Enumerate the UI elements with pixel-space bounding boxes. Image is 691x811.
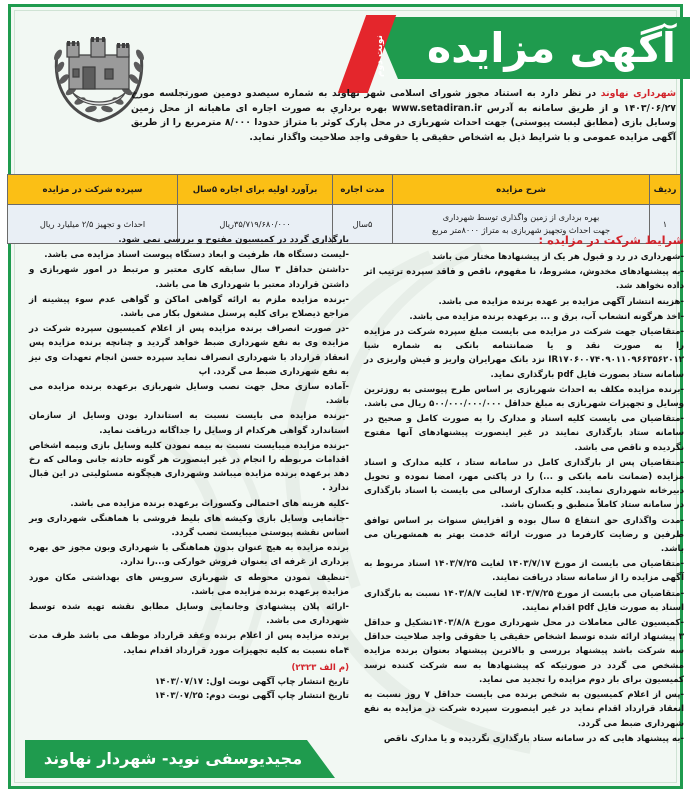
clause-item: -برنده مزایده مکلف به احداث شهربازی بر اساس طرح پیوستی به روزترین وسایل و تجهیزات شهربازی به مبلغ حداقل ۵۰۰/۰۰۰/۰۰۰/۰۰۰ ریال می باشد. <box>364 384 684 410</box>
intro-line-1: در نظر دارد به استناد مجوز شورای اسلامی شهر نهاوند به شماره سیصدو دومین صورتجلسه مورخ ۱۴۰۳/۰۶/۲۷ و از <box>131 88 676 114</box>
td-duration: ۵سال <box>333 205 393 244</box>
clause-item: -اخذ هرگونه انشعاب آب، برق و ... برعهده برنده مزایده می باشد. <box>409 311 684 322</box>
intro-line-2a: طریق سامانه به آدرس <box>481 102 595 114</box>
clause-item: -پس از اعلام کمیسیون به شخص برنده می بایست حداقل ۷ روز نسبت به انعقاد قرارداد اقدام نماید در غیر اینصورت سپرده شرکت در مزایده به نفع شهرداری ضبط می گردد. <box>364 690 684 729</box>
clause-item: -کلیه هزینه های احتمالی وکسورات برعهده برنده مزایده می باشد. <box>70 498 349 509</box>
conditions-title: شرایط شرکت در مزایده : <box>538 233 684 247</box>
clause-item: -به پیشنهاد هایی که در سامانه ستاد بارگذاری نگردیده و یا مدارک ناقص <box>383 733 684 744</box>
td-description-line-2: جهت احداث وتجهیز شهربازی به متراژ ۸۰۰۰متر مربع <box>431 225 611 235</box>
clause-item: -هزینه انتشار آگهی مزایده بر عهده برنده مزایده می باشد. <box>438 296 684 307</box>
document-frame <box>8 4 683 789</box>
clause-item: برنده مزایده پس از اعلام برنده وعقد قرارداد موظف می باشد ظرف مدت ۴ماه نسبت به کلیه تجهیزات مورد قرارداد اقدام نماید. <box>29 631 349 656</box>
td-deposit: احداث و تجهیز ۲/۵ میلیارد ریال <box>8 205 178 244</box>
setadiran-url: www.setadiran.ir <box>392 102 482 114</box>
clause-item: -ارائه پلان پیشنهادی وجانمایی وسایل مطابق نقشه تهیه شده توسط شهرداری می باشد. <box>29 602 349 627</box>
clause-item: -متقاضیان می بایست کلیه اسناد و مدارک را به صورت کامل و صحیح در سامانه ستاد بارگذاری نمایند در غیر اینصورت پیشنهادهای آنها مفتوح نگردیده و ناقص می باشد. <box>364 414 684 453</box>
clause-item: -به پیشنهادهای مخدوش، مشروط، نا مفهوم، ناقص و فاقد سپرده ترتیب اثر داده نخواهد شد. <box>364 267 684 292</box>
clause-item: -برنده مزایده میبایست نسبت به بیمه نمودن کلیه وسایل بازی وبیمه اشخاص اقدامات مربوطه را انجام در غیر اینصورت هر گونه حادثه جانی ومالی که رخ دهد برعهده برنده مزایده میباشد وشهرداری هیچگونه مسئولیتی در این قبال ندارد . <box>29 440 349 494</box>
clause-item: -لیست دستگاه ها، ظرفیت و ابعاد دستگاه پیوست اسناد مزایده می باشد. <box>44 250 349 261</box>
conditions-column-right <box>364 233 684 747</box>
th-deposit: سپرده شرکت در مزایده <box>8 175 178 205</box>
clause-item: -جانمایی وسایل بازی وکیشه های بلیط فروشی با هماهنگی شهرداری وبر اساس نقشه پیوستی میبایست نصب گردد. <box>29 513 349 539</box>
publish-date-second: تاریخ انتشار چاپ آگهی نوبت دوم: ۱۴۰۳/۰۷/۲۵ <box>154 690 349 701</box>
clause-item: -داشتن حداقل ۳ سال سابقه کاری معتبر و مرتبط در امور شهربازی و داشتن قرارداد معتبر با شهرداری ها می باشد. <box>29 265 349 290</box>
th-description: شرح مزایده <box>393 175 650 205</box>
clause-item: -شهرداری در رد و قبول هر یک از پیشنهادها مختار می باشد <box>432 252 684 262</box>
th-estimate: برآورد اولیه برای اجاره ۵سال <box>178 175 333 205</box>
signature-label: مجیدیوسفی نوید- شهردار نهاوند <box>43 749 303 768</box>
intro-highlight: شهرداری نهاوند <box>600 88 677 99</box>
intro-paragraph <box>131 87 676 145</box>
td-description-line-1: بهره برداری از زمین واگذاری توسط شهرداری <box>442 212 600 222</box>
th-row: ردیف <box>650 175 681 205</box>
clause-item: -برنده مزایده می بایست نسبت به استاندارد بودن وسایل از سازمان استاندارد گواهی هرکدام از وسایل را جداگانه دریافت نماید. <box>29 411 349 436</box>
clause-item: -متقاضیان می بایست از مورخ ۱۴۰۳/۷/۲۵ لغایت ۱۴۰۳/۸/۷ نسبت به بارگذاری اسناد به صورت فایل pdf اقدام نمایند. <box>364 588 685 613</box>
clause-item: -آماده سازی محل جهت نصب وسایل شهربازی برعهده برنده مزایده می باشد. <box>29 382 349 407</box>
th-duration: مدت اجاره <box>333 175 393 205</box>
clause-item: -متقاضیان جهت شرکت در مزایده می بایست مبلغ سپرده شرکت در مزایده را به صورت نقد و یا ضمانتنامه بانکی به شماره شبا IR۱۷۰۶۰۰۷۴۰۹۰۱۱۰۹۶۶۳۵۶۲۰۱۲ نزد بانک مهرایران واریز و فیش واریزی در سامانه ستاد بصورت فایل pdf بارگذاری نماید. <box>364 327 684 380</box>
td-row-number: ۱ <box>650 205 681 244</box>
clause-item: -متقاضیان می بایست از مورخ ۱۴۰۳/۷/۱۷ لغایت ۱۴۰۳/۷/۲۵ اسناد مربوط به آگهی مزایده را از سامانه ستاد دریافت نمایند. <box>364 559 684 584</box>
clause-item: -برنده مزایده ملزم به ارائه گواهی اماکن و گواهی عدم سوء پیشینه از مراجع ذیصلاح برای کلیه پرسنل مشغول بکار می باشد. <box>29 294 349 320</box>
publish-date-first: تاریخ انتشار چاپ آگهی نوبت اول: ۱۴۰۳/۰۷/۱۷ <box>154 676 349 687</box>
table-header-row <box>8 175 681 205</box>
clause-item: -تنظیف نمودن محوطه ی شهربازی سرویس های بهداشتی مکان مورد مزایده برعهده برنده مزایده می باشد. <box>29 572 349 597</box>
intro-line-2b: بهره برداري به صورت اجاره ای ماهیانه از محل زمین وسایل بازی (مطابق لیست پیوستی) <box>131 102 676 129</box>
reference-code: (م الف ۲۳۲۳) <box>291 662 349 673</box>
conditions-column-left <box>29 233 349 703</box>
round-ribbon-label: نوبت دوم <box>375 35 385 77</box>
conditions-body <box>29 233 684 753</box>
clause-item: -در صورت انصراف برنده مزایده پس از اعلام کمیسیون سپرده شرکت در مزایده وی به نفع شهرداری ضبط خواهد گردید و چنانچه برنده مزایده پس انعقاد قرارداد با شهرداری انصراف نماید سپرده حسن انجام تعهدات وی نیز به نفع شهرداری ضبط می گردد. اپ <box>29 324 349 377</box>
intro-line-4: صلاحیت واگذار نماید. <box>249 131 347 143</box>
page-title: آگهی مزایده <box>427 24 676 72</box>
clause-item: بارگذاری گردد در کمیسیون مفتوح و بررسی نمی شود. <box>118 235 349 245</box>
document-header <box>23 15 690 143</box>
intro-line-3: جهت احداث شهربازی در محل پارک کوثر با متراژ حدودا ۸/۰۰۰ مترمربع را از طریق آگهی مزایده عمومی و با شرایط ذیل به اشخاص حقیقی یا حقوقی واجد <box>131 117 676 143</box>
clause-item: -کمیسیون عالی معاملات در محل شهرداری مورخ ۱۴۰۳/۸/۸تشکیل و حداقل ۳ پیشنهاد ارائه شده توسط اشخاص حقیقی یا حقوقی واجد صلاحیت حداقل سه شرکت باشد پیشنهاد بررسی و بالاترین پیشنهاد بعنوان برنده مزایده مشخص می گردد در صورتیکه که پیشنهادها به سه شرکت کننده نرسد کمیسیون برای بار دوم مزایده را تجدید می نماید. <box>364 618 684 685</box>
clause-item: -متقاضیان پس از بارگذاری کامل در سامانه ستاد ، کلیه مدارک و اسناد مزایده (ضمانت نامه بانکی و ...) را در پاکتی مهر، امضا نموده و تحویل دبیرخانه شهرداری نمایند. کلیه مدارک ارسالی می بایست با اسناد بارگذاری در سامانه ستاد کاملاً منطبق و یکسان باشد. <box>364 457 684 511</box>
td-estimate: ۳۵/۷۱۹/۶۸۰/۰۰۰ریال <box>178 205 333 244</box>
clause-item: برنده مزایده به هیچ عنوان بدون هماهنگی با شهرداری وبون مجوز حق بهره برداری از غرفه ای بعنوان فروش خوارکی و...را ندارد. <box>29 543 349 568</box>
clause-item: -مدت واگذاری حق انتفاع ۵ سال بوده و افزایش سنوات بر اساس توافق طرفین و رضایت کارفرما در صورت ارائه خدمت بهتر به همشهریان می باشد. <box>364 515 684 555</box>
